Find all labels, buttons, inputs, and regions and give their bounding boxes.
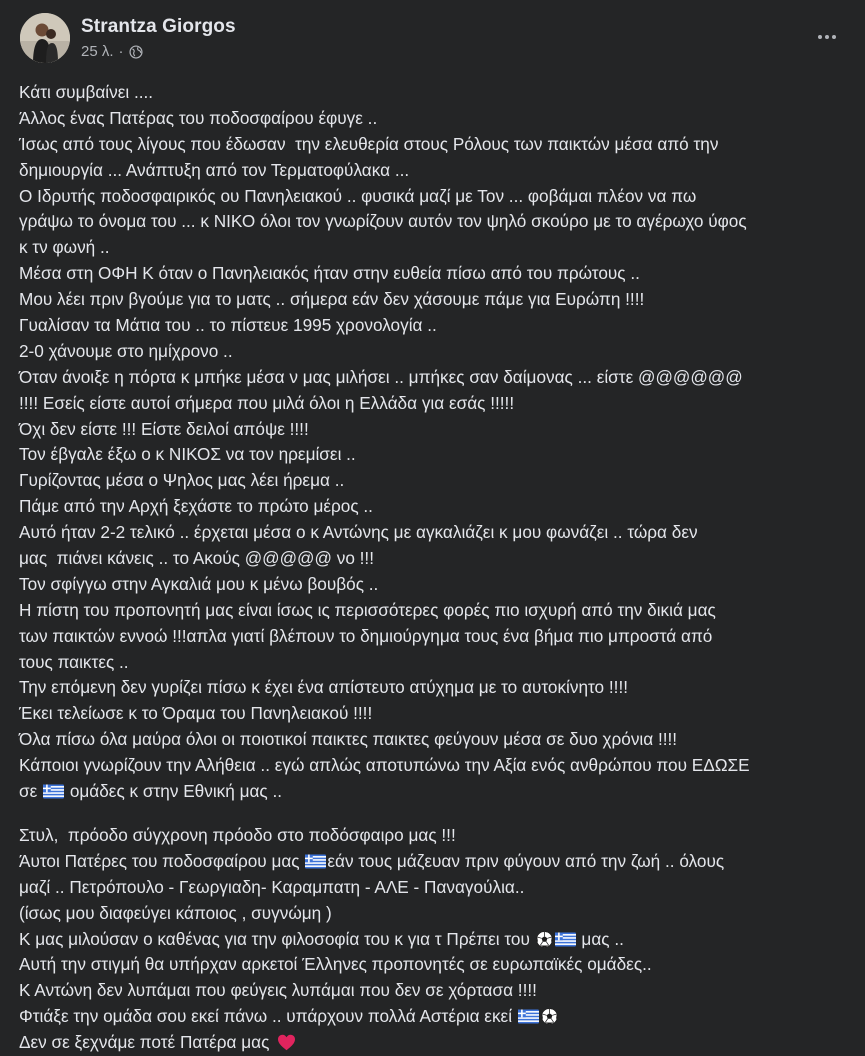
post-line: μας πιάνει κάνεις .. το Ακούς @@@@@ νο !!! [19, 548, 374, 569]
more-options-icon[interactable] [815, 25, 839, 49]
soccer-ball-icon [536, 931, 553, 948]
post-line: Αυτή την στιγμή θα υπήρχαν αρκετοί Έλληνες προπονητές σε ευρωπαϊκές ομάδες.. [19, 954, 652, 975]
post-line [19, 849, 849, 875]
post-meta [81, 43, 143, 60]
post-line: Μου λέει πριν βγούμε για το ματς .. σήμερα εάν δεν χάσουμε πάμε για Ευρώπη !!!! [19, 289, 645, 310]
post-line: Μέσα στη ΟΦΗ Κ όταν ο Πανηλειακός ήταν στην ευθεία πίσω από του πρώτους .. [19, 263, 640, 284]
line-text: Φτιάξε την ομάδα σου εκεί πάνω .. υπάρχουν πολλά Αστέρια εκεί [19, 1006, 517, 1027]
post-line [19, 1030, 849, 1056]
post-line: Γυρίζοντας μέσα ο Ψηλος μας λέει ήρεμα .. [19, 470, 345, 491]
line-text: σε [19, 781, 43, 802]
post-line: Όλα πίσω όλα μαύρα όλοι οι ποιοτικοί παικτες παικτες φεύγουν μέσα σε δυο χρόνια !!!! [19, 729, 678, 750]
post-line: δημιουργία ... Ανάπτυξη από τον Τερματοφύλακα ... [19, 159, 410, 180]
post-line: Όχι δεν είστε !!! Είστε δειλοί απόψε !!!! [19, 418, 309, 439]
post-line: Κάποιοι γνωρίζουν την Αλήθεια .. εγώ απλώς αποτυπώνω την Αξία ενός ανθρώπου που ΕΔΩΣΕ [19, 755, 750, 776]
red-heart-icon [277, 1034, 296, 1051]
more-dot [825, 35, 829, 39]
post-line: Στυλ, πρόοδο σύγχρονη πρόοδο στο ποδόσφαιρο μας !!! [19, 824, 456, 845]
post-line: (ίσως μου διαφεύγει κάποιος , συγνώμη ) [19, 902, 332, 923]
post-line [19, 779, 849, 805]
author-name[interactable]: Strantza Giorgos [81, 16, 236, 37]
greek-flag-icon [555, 932, 576, 947]
soccer-ball-icon [541, 1008, 558, 1025]
post-line: Τον σφίγγω στην Αγκαλιά μου κ μένω βουβός .. [19, 573, 379, 594]
post-line: Έκει τελείωσε κ το Όραμα του Πανηλειακού !!!! [19, 703, 373, 724]
line-text: Κ μας μιλούσαν ο καθένας για την φιλοσοφία του κ για τ Πρέπει του [19, 928, 535, 949]
avatar[interactable] [20, 13, 70, 63]
post-line [19, 927, 849, 953]
post-line: Αυτό ήταν 2-2 τελικό .. έρχεται μέσα ο κ Αντώνης με αγκαλιάζει κ μου φωνάζει .. τώρα δεν [19, 522, 698, 543]
post-line: γράψω το όνομα του ... κ ΝΙΚΟ όλοι τον γνωρίζουν αυτόν τον ψηλό σκούρο με το αγέρωχο ύφος [19, 211, 747, 232]
post-line: Ο Ιδρυτής ποδοσφαιρικός ου Πανηλειακού .. φυσικά μαζί με Τον ... φοβάμαι πλέον να πω [19, 185, 697, 206]
greek-flag-icon [518, 1009, 539, 1024]
line-text: Δεν σε ξεχνάμε ποτέ Πατέρα μας [19, 1032, 275, 1053]
post-line: 2-0 χάνουμε στο ημίχρονο .. [19, 340, 233, 361]
line-text: ομάδες κ στην Εθνική μας .. [65, 781, 283, 802]
post-line: Γυαλίσαν τα Μάτια του .. το πίστευε 1995 χρονολογία .. [19, 315, 437, 336]
line-text: μας .. [576, 928, 624, 949]
post-header [20, 13, 845, 63]
post-line [19, 1004, 849, 1030]
post-line: Άλλος ένας Πατέρας του ποδοσφαίρου έφυγε .. [19, 107, 378, 128]
globe-icon[interactable] [129, 45, 143, 59]
post-line: τους παικτες .. [19, 651, 129, 672]
post-body [19, 80, 849, 1056]
line-text: Άυτοι Πατέρες του ποδοσφαίρου μας [19, 850, 305, 871]
greek-flag-icon [43, 784, 64, 799]
post-line: Όταν άνοιξε η πόρτα κ μπήκε μέσα ν μας μιλήσει .. μπήκες σαν δαίμονας ... είστε @@@@@@ [19, 366, 743, 387]
post-line: Η πίστη του προπονητή μας είναι ίσως ις περισσότερες φορές πιο ισχυρή από την δικιά μας [19, 599, 716, 620]
post-line: των παικτών εννοώ !!!απλα γιατί βλέπουν το δημιούργημα τους ένα βήμα πιο μπροστά από [19, 625, 713, 646]
post-line: κ τν φωνή .. [19, 237, 110, 258]
post-timestamp[interactable]: 25 λ. [81, 43, 114, 60]
post-line: Πάμε από την Αρχή ξεχάστε το πρώτο μέρος .. [19, 496, 373, 517]
post-line: μαζί .. Πετρόπουλο - Γεωργιαδη- Καραμπατη - ΑΛΕ - Παναγούλια.. [19, 876, 525, 897]
more-dot [818, 35, 822, 39]
post-line: Ίσως από τους λίγους που έδωσαν την ελευθερία στους Ρόλους των παικτών μέσα από την [19, 133, 719, 154]
post-line: Κ Αντώνη δεν λυπάμαι που φεύγεις λυπάμαι που δεν σε χόρτασα !!!! [19, 980, 537, 1001]
avatar-image [20, 13, 70, 63]
post-line: Τον έβγαλε έξω ο κ ΝΙΚΟΣ να τον ηρεμίσει .. [19, 444, 356, 465]
more-dot [832, 35, 836, 39]
line-text: εάν τους μάζευαν πριν φύγουν από την ζωή .. όλους [327, 850, 725, 871]
meta-separator: · [118, 43, 124, 60]
paragraph-gap [19, 805, 849, 823]
post-line: !!!! Εσείς είστε αυτοί σήμερα που μιλά όλοι η Ελλάδα για εσάς !!!!! [19, 392, 515, 413]
greek-flag-icon [305, 854, 326, 869]
post-line: Κάτι συμβαίνει .... [19, 82, 154, 102]
post-line: Την επόμενη δεν γυρίζει πίσω κ έχει ένα απίστευτο ατύχημα με το αυτοκίνητο !!!! [19, 677, 628, 698]
